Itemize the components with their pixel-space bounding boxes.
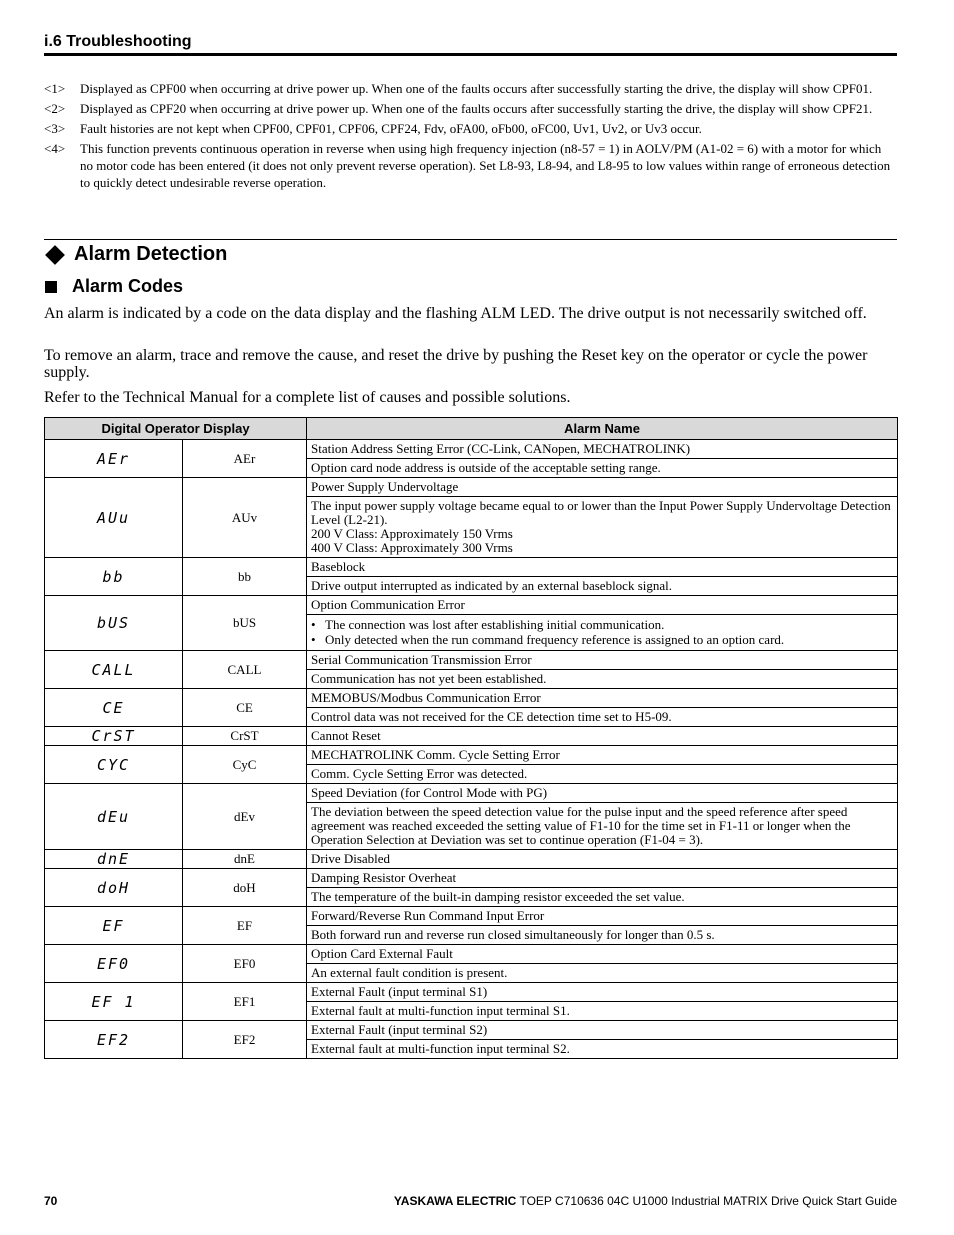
segment-display: dnE <box>45 850 183 869</box>
footnote <box>44 120 897 137</box>
alarm-codes-heading <box>44 276 183 297</box>
reference-paragraph: Refer to the Technical Manual for a complete list of causes and possible solutions. <box>44 389 571 406</box>
table-row <box>45 784 898 803</box>
alarm-code: bUS <box>183 596 307 651</box>
diamond-bullet-icon <box>45 245 65 265</box>
alarm-codes-table <box>44 417 898 1059</box>
segment-display: CALL <box>45 651 183 689</box>
alarm-description: Control data was not received for the CE detection time set to H5-09. <box>307 708 898 727</box>
segment-display: bb <box>45 558 183 596</box>
footnote <box>44 140 897 191</box>
footnote <box>44 80 897 97</box>
alarm-code: CE <box>183 689 307 727</box>
alarm-name: Option Card External Fault <box>307 945 898 964</box>
table-row <box>45 651 898 670</box>
alarm-description <box>307 497 898 558</box>
alarm-name: Cannot Reset <box>307 727 898 746</box>
alarm-description: Communication has not yet been established. <box>307 670 898 689</box>
alarm-code: EF1 <box>183 983 307 1021</box>
description-line: 200 V Class: Approximately 150 Vrms <box>311 526 513 541</box>
footnote-marker: <3> <box>44 121 66 136</box>
alarm-name: External Fault (input terminal S1) <box>307 983 898 1002</box>
table-row <box>45 850 898 869</box>
footer-document <box>394 1194 897 1208</box>
alarm-code: dnE <box>183 850 307 869</box>
alarm-code: CALL <box>183 651 307 689</box>
intro-paragraph: An alarm is indicated by a code on the data display and the flashing ALM LED. The drive output is not necessarily switched off. <box>44 305 867 322</box>
table-row <box>45 869 898 888</box>
footer-doc-title: TOEP C710636 04C U1000 Industrial MATRIX Drive Quick Start Guide <box>519 1194 897 1208</box>
alarm-name: External Fault (input terminal S2) <box>307 1021 898 1040</box>
column-header-alarm-name: Alarm Name <box>307 418 898 440</box>
alarm-description: An external fault condition is present. <box>307 964 898 983</box>
table-row <box>45 1021 898 1040</box>
footnote-text: Fault histories are not kept when CPF00, CPF01, CPF06, CPF24, Fdv, oFA00, oFb00, oFC00, Uv1, Uv2, or Uv3 occur. <box>80 121 702 136</box>
alarm-name: Speed Deviation (for Control Mode with PG) <box>307 784 898 803</box>
subheading-text: Alarm Codes <box>72 276 184 296</box>
table-row <box>45 558 898 577</box>
segment-display: EF2 <box>45 1021 183 1059</box>
table-row <box>45 907 898 926</box>
alarm-name: MECHATROLINK Comm. Cycle Setting Error <box>307 746 898 765</box>
table-header-row <box>45 418 898 440</box>
alarm-code: bb <box>183 558 307 596</box>
alarm-code: AEr <box>183 440 307 478</box>
alarm-code: EF2 <box>183 1021 307 1059</box>
bullet-icon: • <box>311 632 316 647</box>
segment-display: EF 1 <box>45 983 183 1021</box>
segment-display: CYC <box>45 746 183 784</box>
segment-display: doH <box>45 869 183 907</box>
footnote-text: Displayed as CPF00 when occurring at drive power up. When one of the faults occurs after successfully starting the drive, the display will show CPF01. <box>80 81 873 96</box>
table-row <box>45 478 898 497</box>
reset-paragraph: To remove an alarm, trace and remove the cause, and reset the drive by pushing the Reset key on the operator or cycle the power supply. <box>44 347 868 381</box>
description-line: The input power supply voltage became equal to or lower than the Input Power Supply Undervoltage Detection Level (L2-21). <box>311 498 891 527</box>
segment-display: AEr <box>45 440 183 478</box>
bullet-text: Only detected when the run command frequency reference is assigned to an option card. <box>325 632 785 647</box>
alarm-name: Forward/Reverse Run Command Input Error <box>307 907 898 926</box>
table-row <box>45 440 898 459</box>
table-row <box>45 983 898 1002</box>
alarm-description: The deviation between the speed detection value for the pulse input and the speed reference after speed agreement was reached exceeded the setting value of F1-10 for the time set in F1-11 or longer when the Operation Selection at Deviation was set to continue operation (F1-04 = 3). <box>307 803 898 850</box>
alarm-name: Power Supply Undervoltage <box>307 478 898 497</box>
segment-display: CE <box>45 689 183 727</box>
footnote-marker: <4> <box>44 141 66 156</box>
alarm-code: dEv <box>183 784 307 850</box>
alarm-description: External fault at multi-function input terminal S1. <box>307 1002 898 1021</box>
segment-display: EF <box>45 907 183 945</box>
footnote-text: This function prevents continuous operation in reverse when using high frequency injection (n8-57 = 1) in AOLV/PM (A1-02 = 6) with a motor for which no motor code has been entered (it does not only prevent reverse operation). Set L8-93, L8-94, and L8-95 to low values within range of erroneous detection to quickly detect undesirable reverse operation. <box>80 141 891 190</box>
alarm-name: Damping Resistor Overheat <box>307 869 898 888</box>
alarm-description: Both forward run and reverse run closed simultaneously for longer than 0.5 s. <box>307 926 898 945</box>
alarm-code: EF0 <box>183 945 307 983</box>
alarm-name: Option Communication Error <box>307 596 898 615</box>
alarm-code: AUv <box>183 478 307 558</box>
footnote <box>44 100 897 117</box>
bullet-icon: • <box>311 617 316 632</box>
segment-display: EF0 <box>45 945 183 983</box>
section-header: i.6 Troubleshooting <box>44 33 897 56</box>
segment-display: CrST <box>45 727 183 746</box>
segment-display: AUu <box>45 478 183 558</box>
alarm-name: Serial Communication Transmission Error <box>307 651 898 670</box>
footnotes <box>44 80 897 194</box>
footer-brand: YASKAWA ELECTRIC <box>393 1194 517 1208</box>
description-line: 400 V Class: Approximately 300 Vrms <box>311 540 513 555</box>
alarm-description: Drive output interrupted as indicated by an external baseblock signal. <box>307 577 898 596</box>
alarm-description: External fault at multi-function input terminal S2. <box>307 1040 898 1059</box>
alarm-name: Drive Disabled <box>307 850 898 869</box>
footnote-marker: <2> <box>44 101 66 116</box>
column-header-display: Digital Operator Display <box>45 418 307 440</box>
alarm-code: CrST <box>183 727 307 746</box>
alarm-name: Station Address Setting Error (CC-Link, CANopen, MECHATROLINK) <box>307 440 898 459</box>
segment-display: dEu <box>45 784 183 850</box>
alarm-code: CyC <box>183 746 307 784</box>
bullet-item <box>311 633 893 647</box>
alarm-description <box>307 615 898 651</box>
table-row <box>45 596 898 615</box>
page-number: 70 <box>44 1194 58 1208</box>
heading-text: Alarm Detection <box>74 243 228 265</box>
segment-display: bUS <box>45 596 183 651</box>
bullet-item <box>311 618 893 632</box>
alarm-detection-heading <box>44 243 227 266</box>
alarm-code: doH <box>183 869 307 907</box>
footnote-text: Displayed as CPF20 when occurring at drive power up. When one of the faults occurs after successfully starting the drive, the display will show CPF21. <box>80 101 873 116</box>
square-bullet-icon <box>45 281 57 293</box>
alarm-description: The temperature of the built-in damping resistor exceeded the set value. <box>307 888 898 907</box>
table-row <box>45 689 898 708</box>
table-row <box>45 727 898 746</box>
table-row <box>45 746 898 765</box>
alarm-description: Comm. Cycle Setting Error was detected. <box>307 765 898 784</box>
bullet-text: The connection was lost after establishing initial communication. <box>325 617 665 632</box>
footnote-marker: <1> <box>44 81 66 96</box>
section-divider <box>44 239 897 240</box>
alarm-code: EF <box>183 907 307 945</box>
table-row <box>45 945 898 964</box>
alarm-name: MEMOBUS/Modbus Communication Error <box>307 689 898 708</box>
alarm-name: Baseblock <box>307 558 898 577</box>
alarm-description: Option card node address is outside of the acceptable setting range. <box>307 459 898 478</box>
